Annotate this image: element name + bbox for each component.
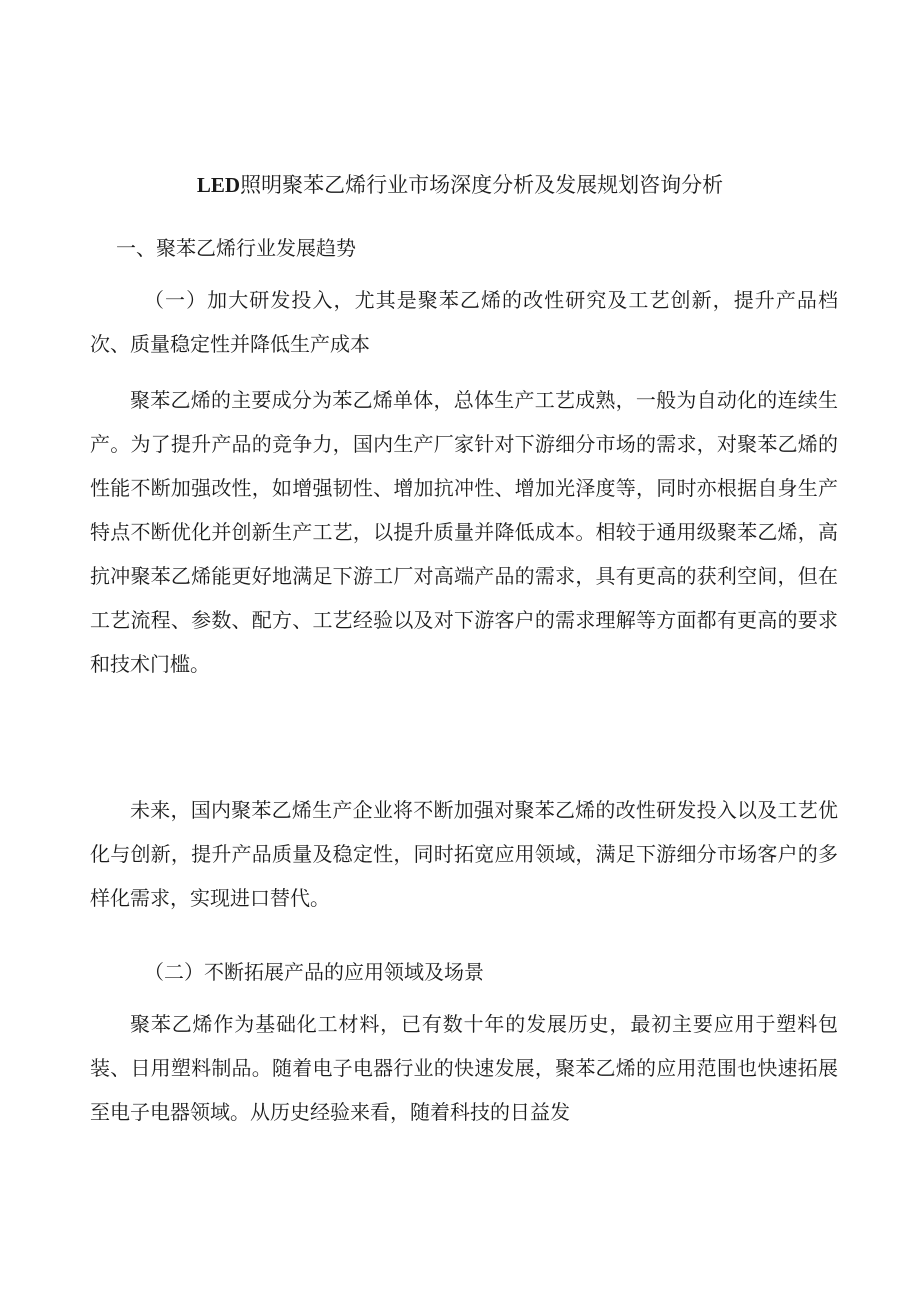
document-title — [0, 170, 920, 200]
paragraph-1: 聚苯乙烯的主要成分为苯乙烯单体，总体生产工艺成熟，一般为自动化的连续生产。为了提升产品的竞争力，国内生产厂家针对下游细分市场的需求，对聚苯乙烯的性能不断加强改性，如增强韧性、增加抗冲性、增加光泽度等，同时亦根据自身生产特点不断优化并创新生产工艺，以提升质量并降低成本。相较于通用级聚苯乙烯，高抗冲聚苯乙烯能更好地满足下游工厂对高端产品的需求，具有更高的获利空间，但在工艺流程、参数、配方、工艺经验以及对下游客户的需求理解等方面都有更高的要求和技术门槛。 — [90, 388, 838, 676]
title-latin: LED — [196, 173, 241, 197]
section-heading-1: 一、聚苯乙烯行业发展趋势 — [116, 236, 356, 260]
paragraph-3: 聚苯乙烯作为基础化工材料，已有数十年的发展历史，最初主要应用于塑料包装、日用塑料制品。随着电子电器行业的快速发展，聚苯乙烯的应用范围也快速拓展至电子电器领域。从历史经验来看，随着科技的日益发 — [90, 1012, 838, 1124]
subsection-heading-2: （二）不断拓展产品的应用领域及场景 — [144, 960, 484, 984]
subsection-heading-1: （一）加大研发投入，尤其是聚苯乙烯的改性研究及工艺创新，提升产品档次、质量稳定性并降低生产成本 — [90, 288, 838, 356]
title-text: 照明聚苯乙烯行业市场深度分析及发展规划咨询分析 — [240, 173, 724, 197]
paragraph-2: 未来，国内聚苯乙烯生产企业将不断加强对聚苯乙烯的改性研发投入以及工艺优化与创新，提升产品质量及稳定性，同时拓宽应用领域，满足下游细分市场客户的多样化需求，实现进口替代。 — [90, 798, 838, 910]
